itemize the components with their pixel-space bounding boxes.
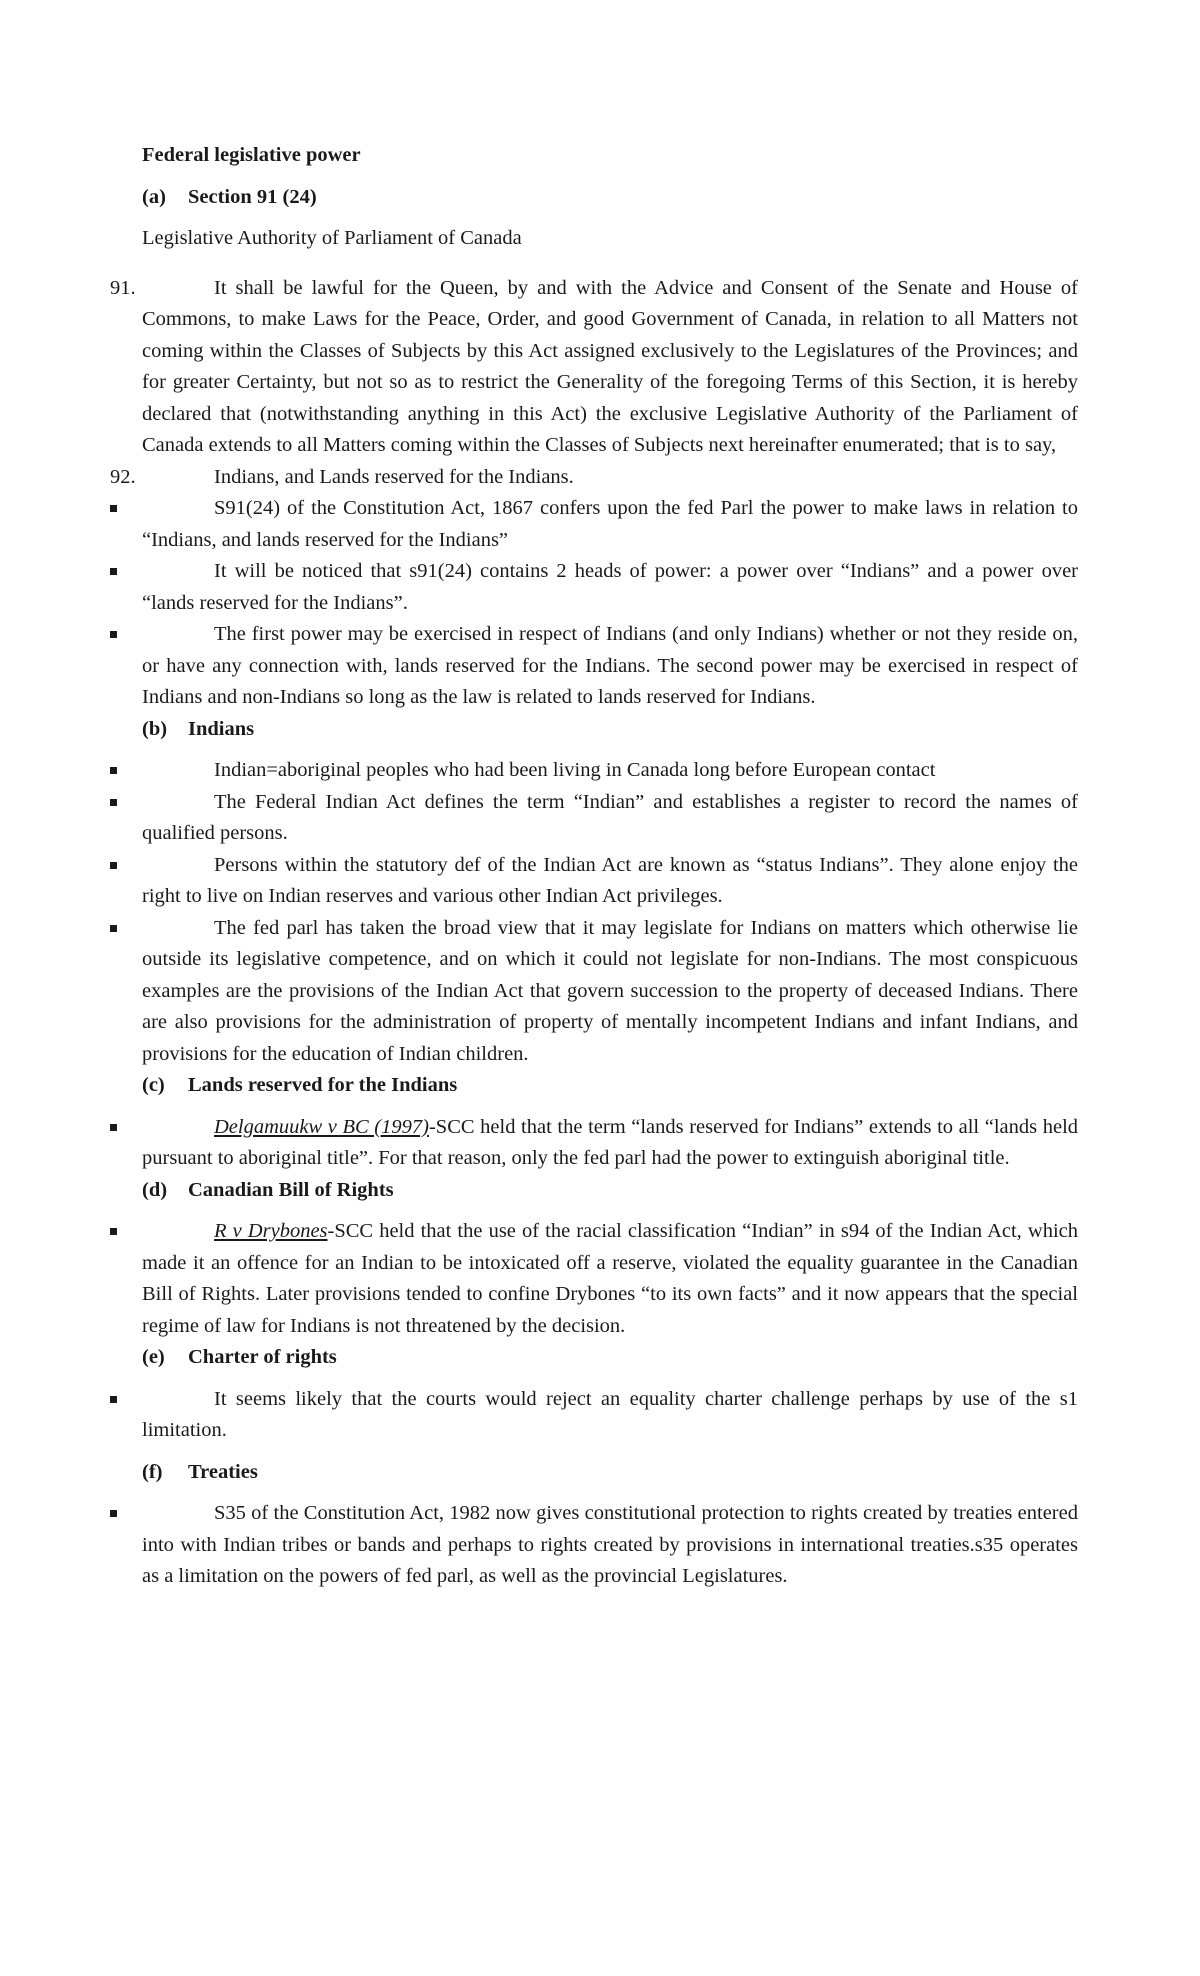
bullet-icon [110,862,117,869]
section-e-heading [110,1342,1078,1374]
document-body [110,140,1078,1593]
list-item: The first power may be exercised in respect of Indians (and only Indians) whether or not they reside on, or have any connection with, lands reserved for the Indians. The second power may be exercised in respect of Indians and non-Indians so long as the law is related to lands reserved for Indians. [110,619,1078,714]
bullet-icon [110,568,117,575]
bullet-icon [110,1228,117,1235]
bullet-icon [110,1124,117,1131]
subtitle: Legislative Authority of Parliament of Canada [142,227,522,249]
section-c-heading [110,1070,1078,1102]
paragraph-92-text: Indians, and Lands reserved for the Indians. [214,465,574,488]
list-item: It will be noticed that s91(24) contains 2 heads of power: a power over “Indians” and a power over “lands reserved for the Indians”. [110,556,1078,619]
section-f-label: (f) [142,1460,163,1483]
section-f-title: Treaties [188,1460,258,1483]
bullet-icon [110,631,117,638]
list-item: Delgamuukw v BC (1997)-SCC held that the term “lands reserved for Indians” extends to all “lands held pursuant to aboriginal title”. For that reason, only the fed parl had the power to extinguish aboriginal title. [110,1112,1078,1175]
bullet-icon [110,1396,117,1403]
section-a-heading [110,182,1078,214]
list-item: The fed parl has taken the broad view that it may legislate for Indians on matters which otherwise lie outside its legislative competence, and on which it could not legislate for non-Indians. The most conspicuous examples are the provisions of the Indian Act that govern succession to the property of deceased Indians. There are also provisions for the administration of property of mentally incompetent Indians and infant Indians, and provisions for the education of Indian children. [110,913,1078,1071]
section-f-heading [110,1457,1078,1489]
list-item: Persons within the statutory def of the Indian Act are known as “status Indians”. They alone enjoy the right to live on Indian reserves and various other Indian Act privileges. [110,850,1078,913]
list-item: R v Drybones-SCC held that the use of the racial classification “Indian” in s94 of the Indian Act, which made it an offence for an Indian to be intoxicated off a reserve, violated the equality guarantee in the Canadian Bill of Rights. Later provisions tended to confine Drybones “to its own facts” and it now appears that the special regime of law for Indians is not threatened by the decision. [110,1216,1078,1342]
section-b-label: (b) [142,717,168,740]
list-item: S35 of the Constitution Act, 1982 now gives constitutional protection to rights created by treaties entered into with Indian tribes or bands and perhaps to rights created by provisions in international treaties.s35 operates as a limitation on the powers of fed parl, as well as the provincial Legislatures. [110,1498,1078,1593]
section-a-label: (a) [142,185,166,208]
list-item: S91(24) of the Constitution Act, 1867 confers upon the fed Parl the power to make laws in relation to “Indians, and lands reserved for the Indians” [110,493,1078,556]
section-b-title: Indians [188,717,255,740]
section-d-label: (d) [142,1178,168,1201]
list-item: Indian=aboriginal peoples who had been living in Canada long before European contact [110,755,1078,787]
bullet-icon [110,925,117,932]
section-d-title: Canadian Bill of Rights [188,1178,394,1201]
section-b-heading [110,714,1078,746]
bullet-icon [110,799,117,806]
list-item: The Federal Indian Act defines the term “Indian” and establishes a register to record the names of qualified persons. [110,787,1078,850]
section-d-heading [110,1175,1078,1207]
paragraph-91-text: It shall be lawful for the Queen, by and with the Advice and Consent of the Senate and House of Commons, to make Laws for the Peace, Order, and good Government of Canada, in relation to all Matters not coming within the Classes of Subjects by this Act assigned exclusively to the Legislatures of the Provinces; and for greater Certainty, but not so as to restrict the Generality of the foregoing Terms of this Section, it is hereby declared that (notwithstanding anything in this Act) the exclusive Legislative Authority of the Parliament of Canada extends to all Matters coming within the Classes of Subjects next hereinafter enumerated; that is to say, [142,276,1078,456]
case-citation: R v Drybones [214,1220,328,1242]
bullet-icon [110,1510,117,1517]
paragraph-91-number: 91. [110,276,136,299]
page-title: Federal legislative power [142,144,361,166]
section-c-label: (c) [142,1074,165,1096]
bullet-icon [110,767,117,774]
paragraph-91 [110,273,1078,462]
section-c-title: Lands reserved for the Indians [188,1074,458,1096]
bullet-icon [110,505,117,512]
section-a-title: Section 91 (24) [188,185,317,208]
section-e-title: Charter of rights [188,1346,337,1368]
paragraph-92 [110,462,1078,494]
paragraph-92-number: 92. [110,465,136,488]
section-e-label: (e) [142,1346,165,1368]
list-item: It seems likely that the courts would reject an equality charter challenge perhaps by use of the s1 limitation. [110,1384,1078,1447]
case-citation: Delgamuukw v BC (1997) [214,1115,429,1138]
